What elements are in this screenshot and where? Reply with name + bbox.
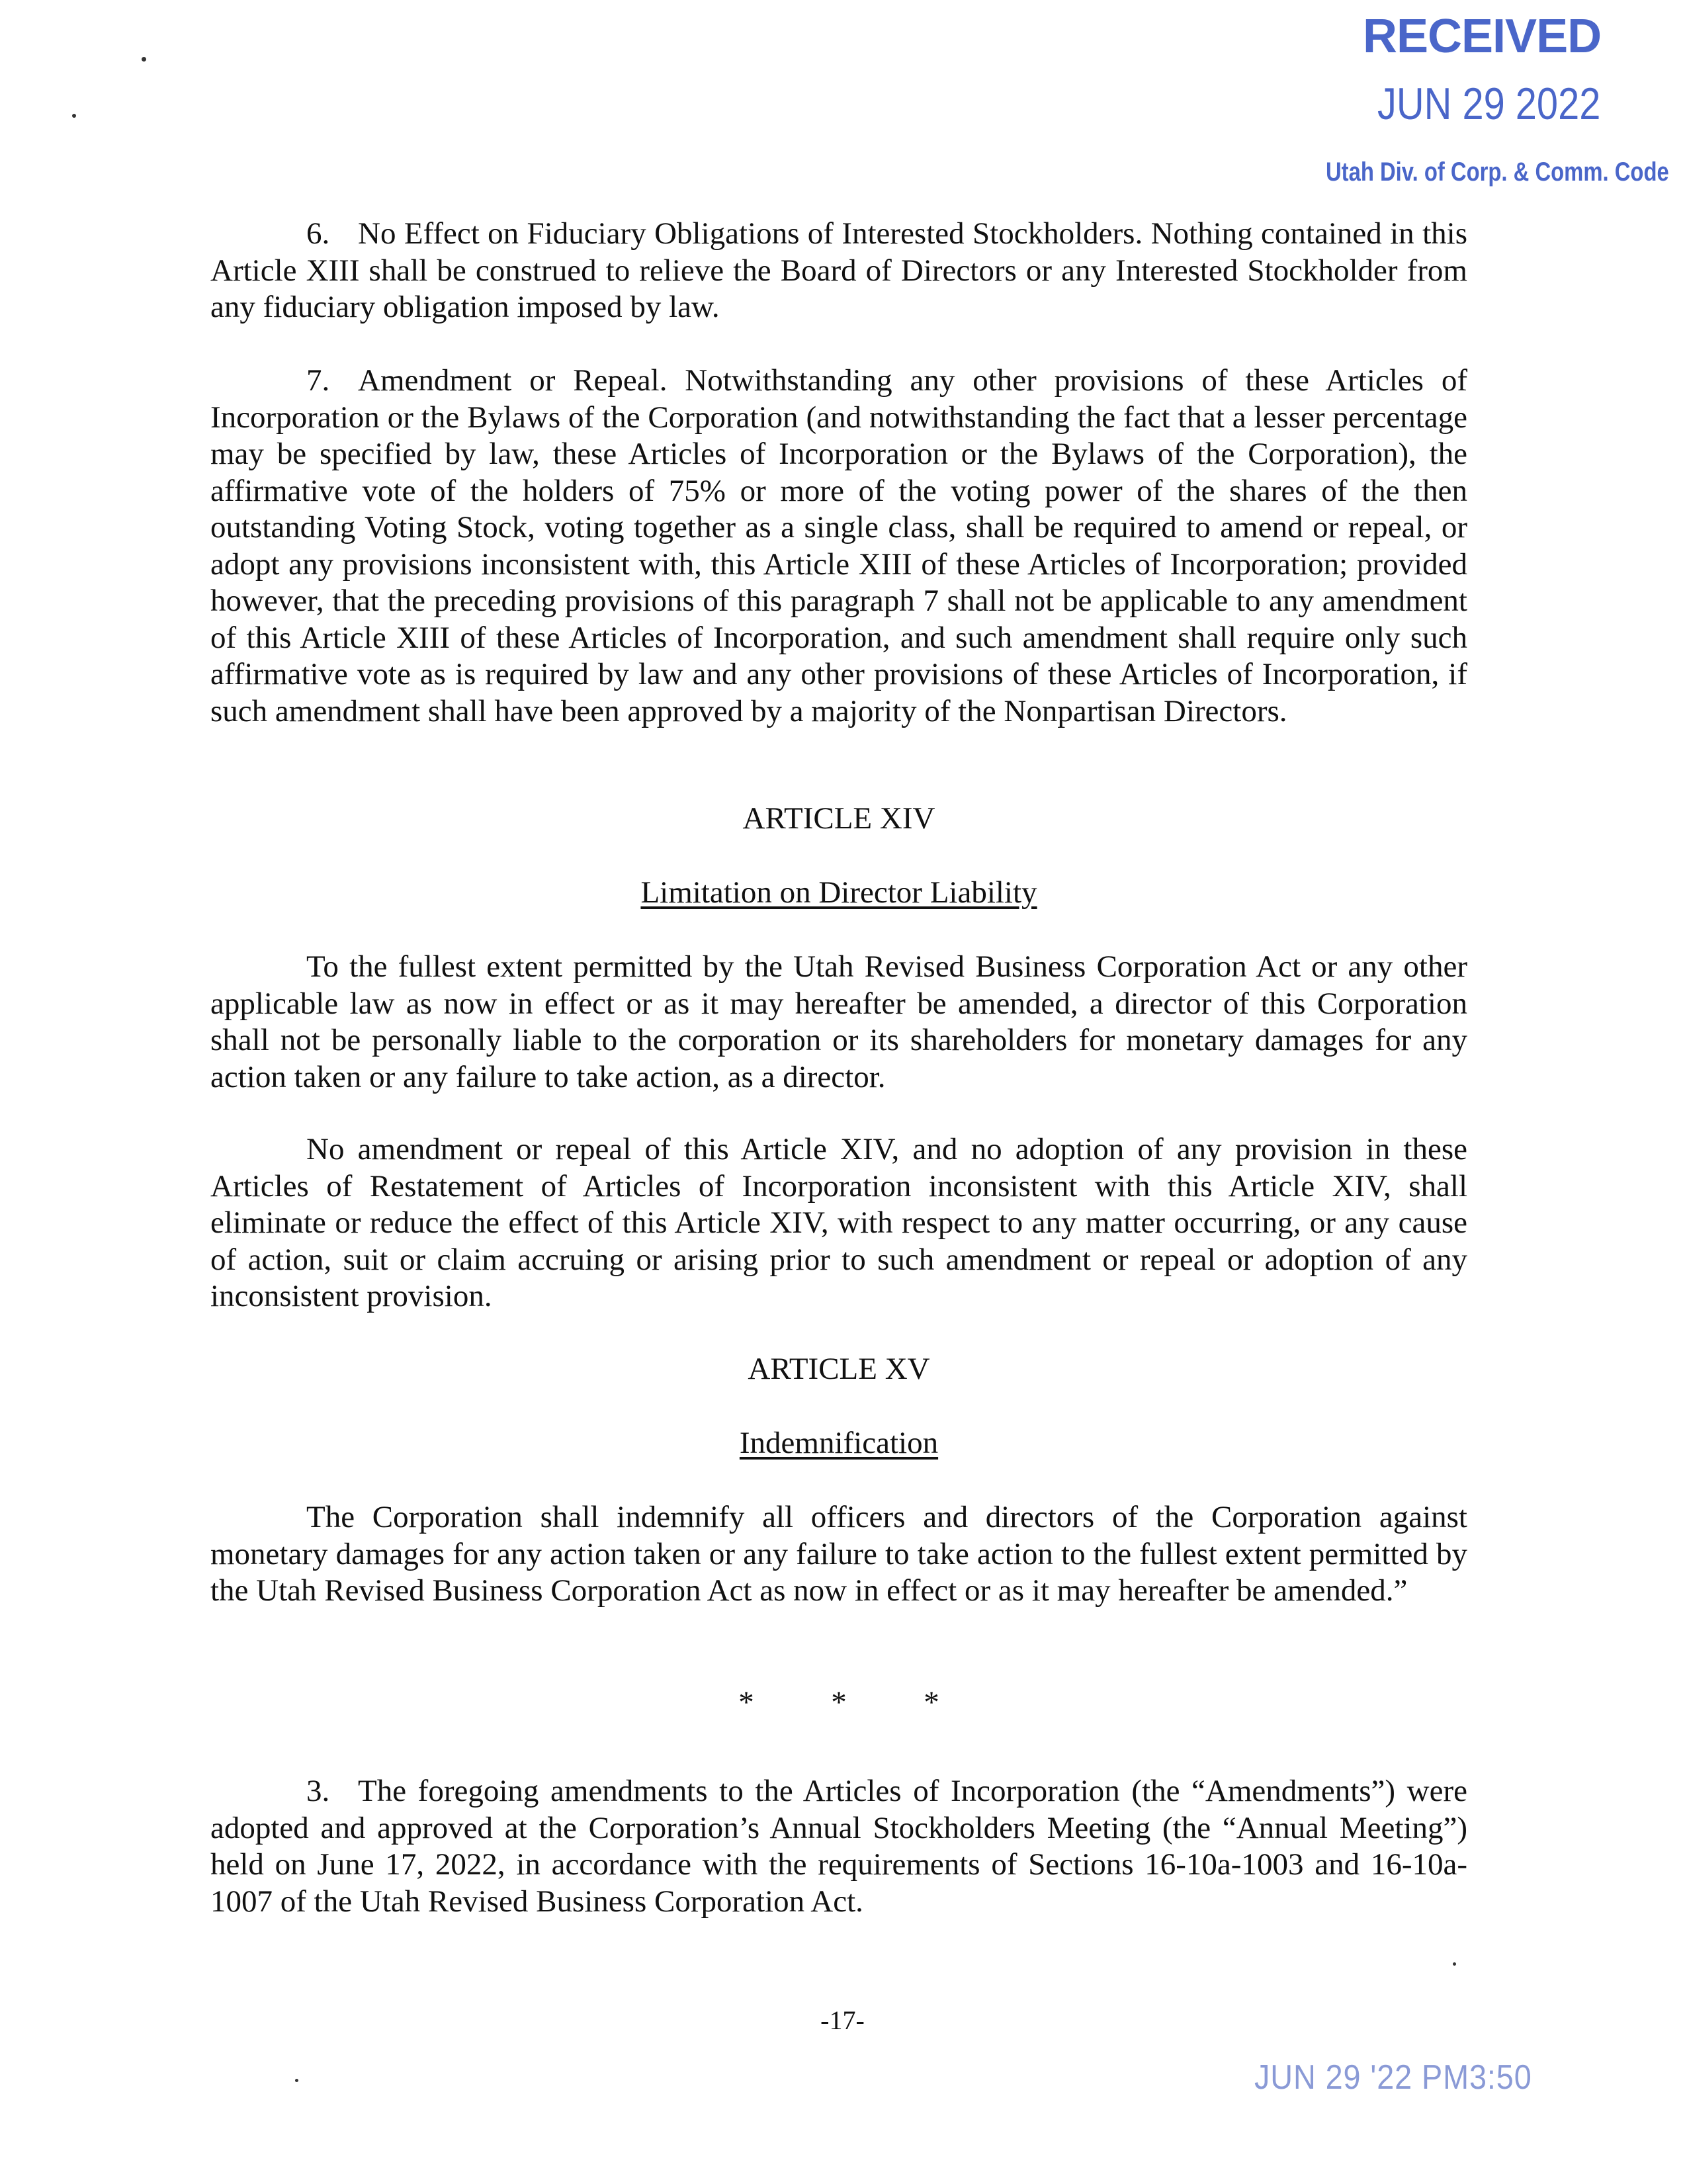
article-15-heading: ARTICLE XV bbox=[748, 1352, 930, 1386]
section-separator bbox=[210, 1684, 1467, 1722]
paragraph-3 bbox=[210, 1773, 1467, 1920]
separator-star: * bbox=[831, 1685, 847, 1720]
scan-speck bbox=[72, 114, 76, 118]
paragraph-text: The Corporation shall indemnify all officers and directors of the Corporation against monetary damages for any action taken or any failure to take action to the fullest extent permitted by the Utah Revised Business Corporation Act as now in effect or as it may hereafter be amended.” bbox=[210, 1500, 1467, 1608]
scan-speck bbox=[142, 57, 146, 62]
paragraph-6 bbox=[210, 216, 1467, 326]
article-14-paragraph-1 bbox=[210, 949, 1467, 1096]
article-14-heading: ARTICLE XIV bbox=[742, 801, 935, 836]
scan-speck bbox=[1453, 1962, 1456, 1966]
received-stamp: RECEIVED bbox=[1363, 10, 1602, 63]
article-15-subheading-wrapper bbox=[210, 1425, 1467, 1462]
received-date-stamp: JUN 29 2022 bbox=[1377, 79, 1601, 129]
paragraph-text: To the fullest extent permitted by the Utah Revised Business Corporation Act or any other applicable law as now in effect or as it may hereafter be amended, a director of this Corporation shall not be personally liable to the corporation or its shareholders for monetary damages for any action taken or any failure to take action, as a director. bbox=[210, 949, 1467, 1094]
paragraph-text: Amendment or Repeal. Notwithstanding any other provisions of these Articles of Incorporation or the Bylaws of the Corporation (and notwithstanding the fact that a lesser percentage may be specified by law, these Articles of Incorporation or the Bylaws of the Corporation), the affirmative vote of the holders of 75% or more of the voting power of the shares of the then outstanding Voting Stock, voting together as a single class, shall be required to amend or repeal, or adopt any provisions inconsistent with, this Article XIII of these Articles of Incorporation; provided however, that the preceding provisions of this paragraph 7 shall not be applicable to any amendment of this Article XIII of these Articles of Incorporation, and such amendment shall require only such affirmative vote as is required by law and any other provisions of these Articles of Incorporation, if such amendment shall have been approved by a majority of the Nonpartisan Directors. bbox=[210, 363, 1467, 728]
article-15-paragraph-1 bbox=[210, 1499, 1467, 1610]
timestamp-stamp: JUN 29 '22 PM3:50 bbox=[1254, 2058, 1532, 2097]
paragraph-text: No amendment or repeal of this Article XIV, and no adoption of any provision in these Articles of Restatement of Articles of Incorporation inconsistent with this Article XIV, shall eliminate or reduce the effect of this Article XIV, with respect to any matter occurring, or any cause of action, suit or claim accruing or arising prior to such amendment or repeal or adoption of any inconsistent provision. bbox=[210, 1132, 1467, 1313]
paragraph-text: The foregoing amendments to the Articles of Incorporation (the “Amendments”) were adopted and approved at the Corporation’s Annual Stockholders Meeting (the “Annual Meeting”) held on June 17, 2022, in accordance with the requirements of Sections 16-10a-1003 and 16-10a-1007 of the Utah Revised Business Corporation Act. bbox=[210, 1774, 1467, 1919]
paragraph-7 bbox=[210, 363, 1467, 730]
article-14-paragraph-2 bbox=[210, 1131, 1467, 1315]
paragraph-number: 6. bbox=[306, 216, 330, 251]
article-14-subheading: Limitation on Director Liability bbox=[640, 875, 1037, 910]
paragraph-text: No Effect on Fiduciary Obligations of Interested Stockholders. Nothing contained in this Article XIII shall be construed to relieve the Board of Directors or any Interested Stockholder from any fiduciary obligation imposed by law. bbox=[210, 216, 1467, 324]
paragraph-number: 7. bbox=[306, 363, 330, 398]
article-15-subheading: Indemnification bbox=[739, 1426, 939, 1460]
paragraph-number: 3. bbox=[306, 1774, 330, 1808]
scan-speck bbox=[295, 2079, 298, 2082]
page-number: -17- bbox=[820, 2005, 865, 2035]
separator-star: * bbox=[738, 1685, 754, 1720]
separator-star: * bbox=[924, 1685, 939, 1720]
article-14-subheading-wrapper bbox=[210, 875, 1467, 912]
division-stamp: Utah Div. of Corp. & Comm. Code bbox=[1326, 157, 1669, 187]
